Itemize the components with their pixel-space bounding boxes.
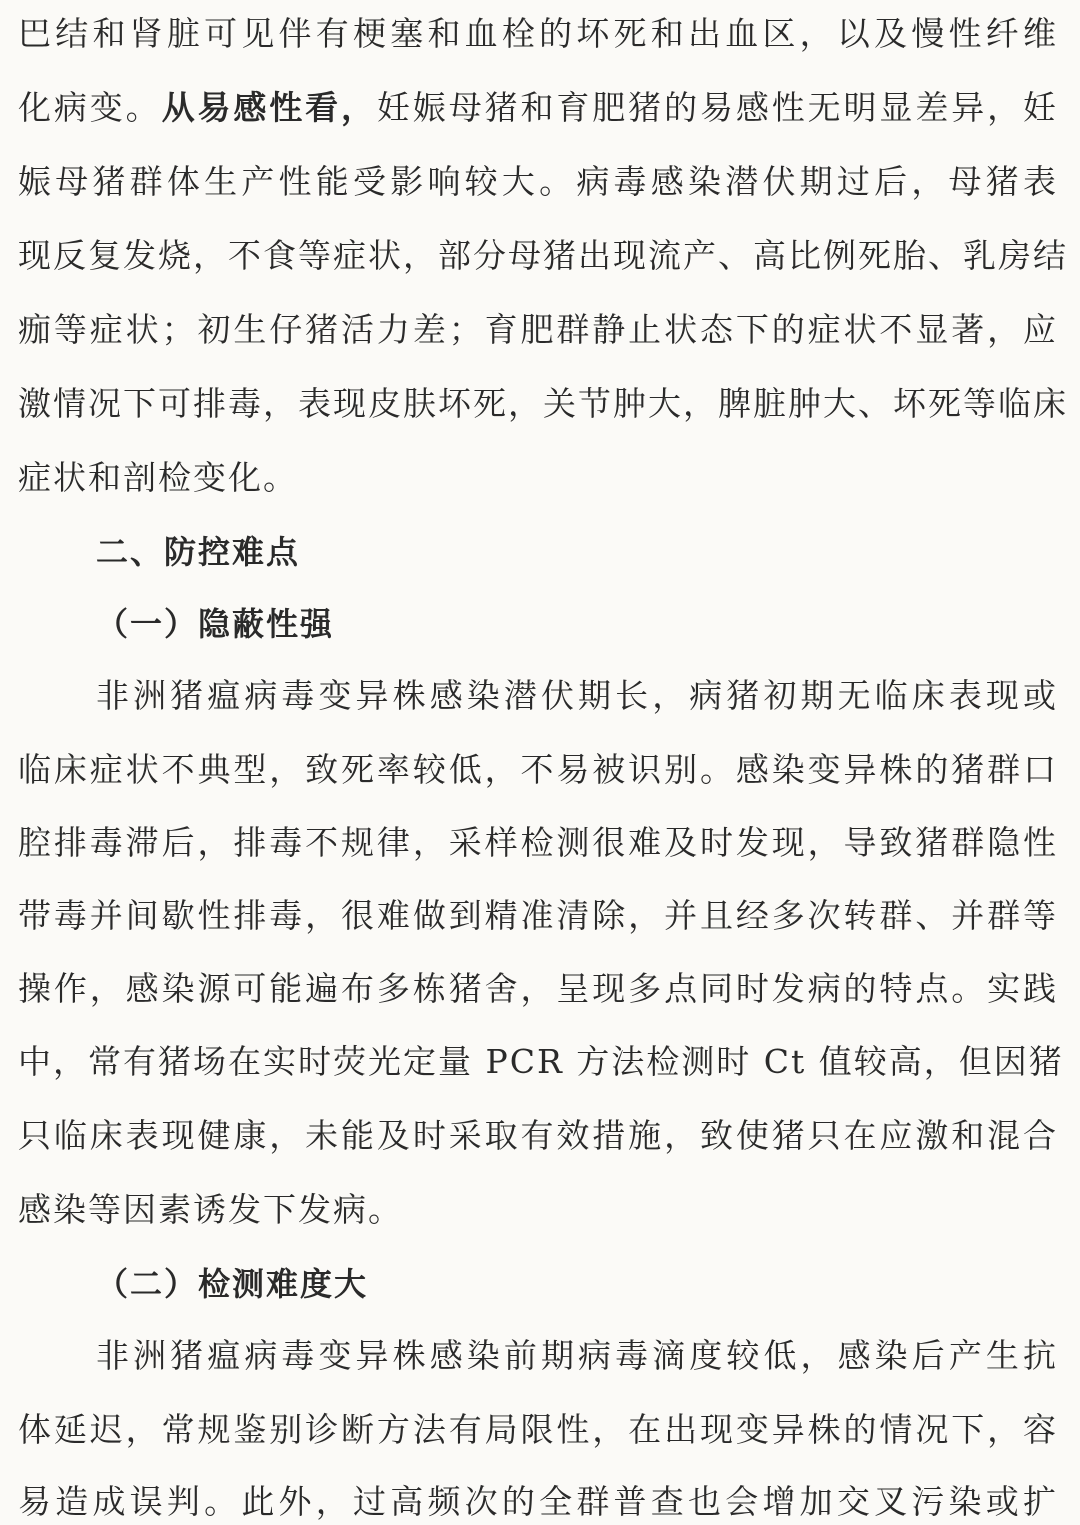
para1-line2-post: 妊娠母猪和育肥猪的易感性无明显差异，妊 [376,88,1059,127]
para1-line4: 现反复发烧，不食等症状，部分母猪出现流产、高比例死胎、乳房结 [18,236,1068,275]
para3-line1: 非洲猪瘟病毒变异株感染前期病毒滴度较低，感染后产生抗 [96,1336,1058,1375]
para3-line3: 易造成误判。此外，过高频次的全群普查也会增加交叉污染或扩 [18,1482,1058,1521]
subsection-heading-2: （二）检测难度大 [96,1265,369,1303]
para3-line2: 体延迟，常规鉴别诊断方法有局限性，在出现变异株的情况下，容 [18,1410,1058,1449]
para2-line4: 带毒并间歇性排毒，很难做到精准清除，并且经多次转群、并群等 [18,896,1058,935]
section-heading: 二、防控难点 [96,533,301,571]
para2-line5: 操作，感染源可能遍布多栋猪舍，呈现多点同时发病的特点。实践 [18,969,1058,1008]
para1-line5: 痂等症状；初生仔猪活力差；育肥群静止状态下的症状不显著，应 [18,310,1058,349]
para2-line6: 中，常有猪场在实时荧光定量 PCR 方法检测时 Ct 值较高，但因猪 [18,1042,1064,1081]
para1-line2-pre: 化病变。 [18,88,162,127]
para2-line7: 只临床表现健康，未能及时采取有效措施，致使猪只在应激和混合 [18,1116,1058,1155]
subsection-heading-1: （一）隐蔽性强 [96,605,335,643]
para1-line6: 激情况下可排毒，表现皮肤坏死，关节肿大，脾脏肿大、坏死等临床 [18,384,1068,423]
para2-line1: 非洲猪瘟病毒变异株感染潜伏期长，病猪初期无临床表现或 [96,676,1058,715]
para1-line2 [18,88,1058,128]
para2-line2: 临床症状不典型，致死率较低，不易被识别。感染变异株的猪群口 [18,750,1058,789]
para1-line1: 巴结和肾脏可见伴有梗塞和血栓的坏死和出血区，以及慢性纤维 [18,14,1058,53]
emphasis-susceptibility: 从易感性看， [161,88,377,127]
para1-line7: 症状和剖检变化。 [18,458,298,497]
para2-line3: 腔排毒滞后，排毒不规律，采样检测很难及时发现，导致猪群隐性 [18,823,1058,862]
para2-line8: 感染等因素诱发下发病。 [18,1190,403,1229]
para1-line3: 娠母猪群体生产性能受影响较大。病毒感染潜伏期过后，母猪表 [18,162,1058,201]
